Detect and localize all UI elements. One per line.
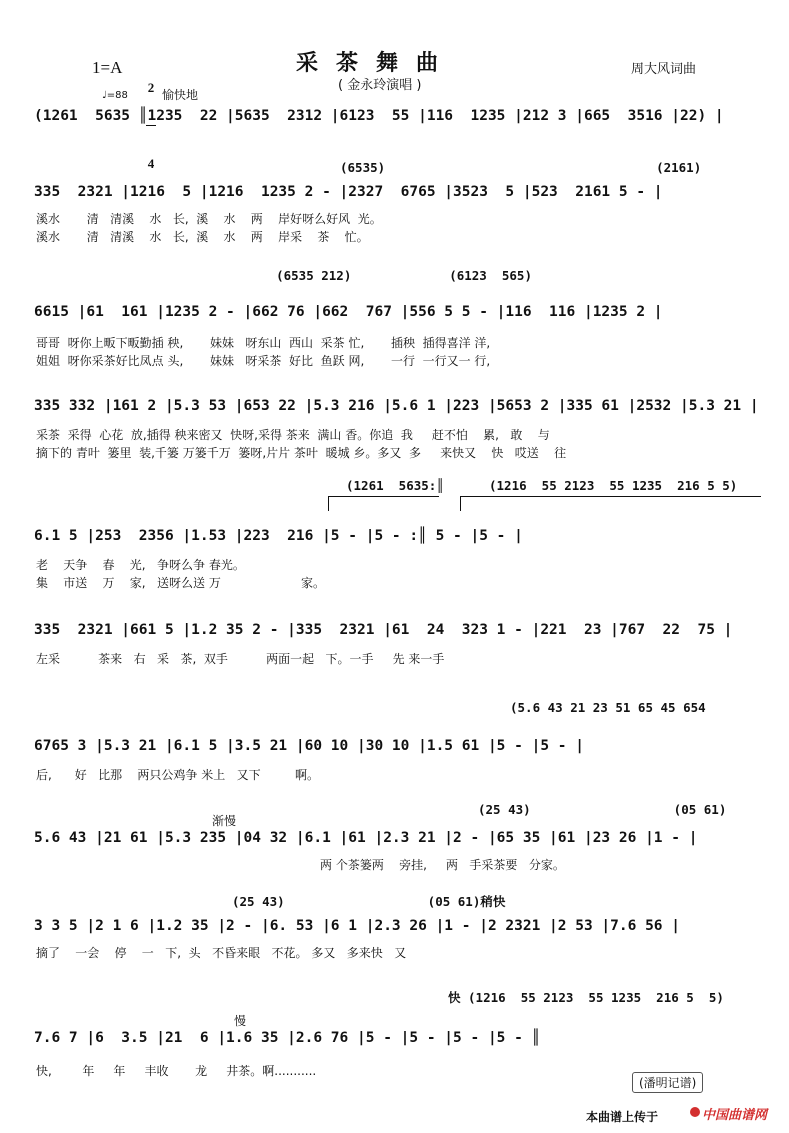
line-9-parenthetical: (25 43) (05 61)稍快 bbox=[232, 894, 506, 909]
line-7-parenthetical: (5.6 43 21 23 51 65 45 654 bbox=[510, 700, 706, 715]
score-line-9: 3 3 5 |2 1 6 |1.2 35 |2 - |6. 53 |6 1 |2.3 26 |1 - |2 2321 |2 53 |7.6 56 | bbox=[34, 918, 681, 934]
score-line-2: 335 2321 |1216 5 |1216 1235 2 - |2327 6765 |3523 5 |523 2161 5 - | bbox=[34, 184, 663, 200]
score-line-5: 6.1 5 |253 2356 |1.53 |223 216 |5 - |5 - :║ 5 - |5 - | bbox=[34, 528, 523, 544]
time-signature-top: 2 bbox=[147, 80, 155, 95]
score-line-8: 5.6 43 |21 61 |5.3 235 |04 32 |6.1 |61 |2.3 21 |2 - |65 35 |61 |23 26 |1 - | bbox=[34, 830, 698, 846]
score-line-1: (1261 5635 ║1235 22 |5635 2312 |6123 55 |116 1235 |212 3 |665 3516 |22) | bbox=[34, 108, 724, 124]
site-logo-icon bbox=[690, 1107, 700, 1117]
composer-credit: 周大风词曲 bbox=[631, 62, 697, 77]
line-4-lyrics-verse-2: 摘下的 青叶 篓里 装,千篓 万篓千万 篓呀,片片 茶叶 暖城 乡。多又 多 来快又 快 哎送 往 bbox=[36, 446, 567, 460]
line-8-lyrics: 两 个茶篓两 旁挂, 两 手采茶要 分家。 bbox=[320, 858, 565, 872]
line-2-lyrics-verse-2: 溪水 清 清溪 水 长, 溪 水 两 岸采 茶 忙。 bbox=[36, 230, 369, 244]
line-9-lyrics: 摘了 一会 停 一 下, 头 不昏来眼 不花。 多又 多来快 又 bbox=[36, 946, 407, 960]
line-5-lyrics-verse-2: 集 市送 万 家, 送呀么送 万 家。 bbox=[36, 576, 325, 590]
line-2-lyrics-verse-1: 溪水 清 清溪 水 长, 溪 水 两 岸好呀么好风 光。 bbox=[36, 212, 382, 226]
expression-marking: 愉快地 bbox=[162, 88, 199, 102]
score-line-4: 335 332 |161 2 |5.3 53 |653 22 |5.3 216 |5.6 1 |223 |5653 2 |335 61 |2532 |5.3 21 | bbox=[34, 398, 759, 414]
first-ending-bracket bbox=[328, 496, 439, 511]
score-line-3: 6615 |61 161 |1235 2 - |662 76 |662 767 |556 5 5 - |116 116 |1235 2 | bbox=[34, 304, 663, 320]
tempo-marking: ♩=88 bbox=[102, 90, 128, 101]
line-4-lyrics-verse-1: 采茶 采得 心花 放,插得 秧来密又 快呀,采得 茶来 满山 香。你追 我 赶不怕 累, 敢 与 bbox=[36, 428, 550, 442]
score-line-10: 7.6 7 |6 3.5 |21 6 |1.6 35 |2.6 76 |5 - |5 - |5 - |5 - ║ bbox=[34, 1030, 541, 1046]
second-ending-bracket bbox=[460, 496, 761, 511]
line-5-parenthetical: (1261 5635:║ (1216 55 2123 55 1235 216 5 5) bbox=[346, 478, 738, 493]
line-3-lyrics-verse-1: 哥哥 呀你上畈下畈勤插 秧, 妹妹 呀东山 西山 采茶 忙, 插秧 插得喜洋 洋, bbox=[36, 336, 491, 350]
line-2-parenthetical: (6535) (2161) bbox=[340, 160, 702, 175]
line-5-lyrics-verse-1: 老 天争 春 光, 争呀么争 春光。 bbox=[36, 558, 245, 572]
expression-slowing: 渐慢 bbox=[212, 814, 237, 828]
song-subtitle: ( 金永玲演唱 ) bbox=[338, 78, 422, 93]
score-line-7: 6765 3 |5.3 21 |6.1 5 |3.5 21 |60 10 |30 10 |1.5 61 |5 - |5 - | bbox=[34, 738, 584, 754]
line-7-lyrics: 后, 好 比那 两只公鸡争 米上 又下 啊。 bbox=[36, 768, 319, 782]
line-3-lyrics-verse-2: 姐姐 呀你采茶好比凤点 头, 妹妹 呀采茶 好比 鱼跃 网, 一行 一行又一 行, bbox=[36, 354, 491, 368]
score-line-6: 335 2321 |661 5 |1.2 35 2 - |335 2321 |61 24 323 1 - |221 23 |767 22 75 | bbox=[34, 622, 733, 638]
song-title: 采茶舞曲 bbox=[296, 50, 457, 76]
notation-credit: (潘明记谱) bbox=[632, 1072, 703, 1093]
line-8-parenthetical: (25 43) (05 61) bbox=[478, 802, 727, 817]
line-6-lyrics: 左采 茶来 右 采 茶, 双手 两面一起 下。一手 先 来一手 bbox=[36, 652, 445, 666]
key-signature: 1=A bbox=[92, 58, 123, 77]
line-10-lyrics: 快, 年 年 丰收 龙 井茶。啊........... bbox=[36, 1064, 317, 1078]
site-logo[interactable]: 中国曲谱网 bbox=[702, 1108, 768, 1123]
expression-slower: 慢 bbox=[234, 1014, 247, 1028]
line-10-parenthetical: 快 (1216 55 2123 55 1235 216 5 5) bbox=[448, 990, 724, 1005]
upload-note: 本曲谱上传于 bbox=[586, 1110, 659, 1124]
line-3-parenthetical: (6535 212) (6123 565) bbox=[246, 268, 532, 283]
time-signature-bottom: 4 bbox=[147, 156, 155, 171]
